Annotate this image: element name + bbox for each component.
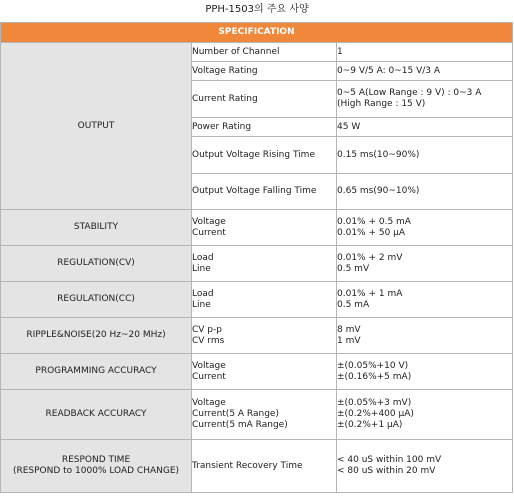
spec-header: SPECIFICATION — [1, 23, 513, 43]
param-line: Line — [192, 299, 211, 310]
table-row — [1, 354, 513, 390]
value-cell — [337, 318, 513, 354]
param-line: Current(5 A Range) — [192, 409, 279, 419]
param-cell — [192, 210, 337, 246]
table-row — [1, 210, 513, 246]
category-readback-accuracy: READBACK ACCURACY — [1, 390, 192, 440]
table-row — [1, 282, 513, 318]
value-line: < 80 uS within 20 mV — [337, 466, 436, 476]
value-cell: 0.15 ms(10~90%) — [337, 137, 513, 174]
value-line: 0.01% + 1 mA — [337, 288, 403, 299]
value-line: 0.01% + 2 mV — [337, 252, 403, 263]
value-line: < 40 uS within 100 mV — [337, 455, 442, 465]
value-line: ±(0.2%+1 μA) — [337, 420, 403, 430]
value-line: 0~5 A(Low Range : 9 V) : 0~3 A — [337, 88, 482, 98]
spec-table — [0, 22, 513, 493]
table-row — [1, 246, 513, 282]
param-line: Voltage — [192, 398, 226, 408]
param-line: CV p-p — [192, 324, 222, 335]
param-line: Voltage — [192, 360, 226, 371]
param-line: CV rms — [192, 335, 225, 346]
table-row — [1, 43, 513, 62]
param-cell — [192, 318, 337, 354]
param-line: Current — [192, 371, 226, 382]
value-line: ±(0.2%+400 μA) — [337, 409, 414, 419]
value-line: 0.5 mV — [337, 263, 370, 274]
param-cell: Voltage Rating — [192, 62, 337, 81]
param-cell — [192, 246, 337, 282]
category-output: OUTPUT — [1, 43, 192, 210]
value-cell — [337, 282, 513, 318]
value-cell — [337, 246, 513, 282]
document-title: PPH-1503의 주요 사양 — [205, 4, 309, 15]
value-cell: 45 W — [337, 118, 513, 137]
category-stability: STABILITY — [1, 210, 192, 246]
value-line: ±(0.05%+10 V) — [337, 360, 409, 371]
param-cell: Current Rating — [192, 81, 337, 118]
value-cell: 0.65 ms(90~10%) — [337, 174, 513, 210]
value-line: 0.01% + 0.5 mA — [337, 216, 411, 227]
category-programming-accuracy: PROGRAMMING ACCURACY — [1, 354, 192, 390]
category-respond-time — [1, 440, 192, 493]
value-line: ±(0.05%+3 mV) — [337, 398, 412, 408]
category-line: (RESPOND to 1000% LOAD CHANGE) — [12, 466, 180, 476]
category-line: RESPOND TIME — [61, 455, 131, 465]
value-cell: 1 — [337, 43, 513, 62]
param-cell: Transient Recovery Time — [192, 440, 337, 493]
param-line: Load — [192, 252, 214, 263]
category-regulation-cv: REGULATION(CV) — [1, 246, 192, 282]
category-regulation-cc: REGULATION(CC) — [1, 282, 192, 318]
value-cell — [337, 81, 513, 118]
value-cell: 0~9 V/5 A: 0~15 V/3 A — [337, 62, 513, 81]
value-line: 8 mV — [337, 324, 361, 335]
value-cell — [337, 440, 513, 493]
value-line: 0.5 mA — [337, 299, 370, 310]
spec-header-row — [1, 23, 513, 43]
param-cell — [192, 390, 337, 440]
value-cell — [337, 210, 513, 246]
param-cell: Power Rating — [192, 118, 337, 137]
param-line: Voltage — [192, 216, 226, 227]
param-cell — [192, 282, 337, 318]
param-cell: Output Voltage Falling Time — [192, 174, 337, 210]
value-line: 1 mV — [337, 335, 361, 346]
param-line: Current(5 mA Range) — [192, 420, 288, 430]
param-line: Load — [192, 288, 214, 299]
value-cell — [337, 354, 513, 390]
value-line: (High Range : 15 V) — [337, 99, 426, 109]
category-ripple-noise: RIPPLE&NOISE(20 Hz~20 MHz) — [1, 318, 192, 354]
value-line: ±(0.16%+5 mA) — [337, 371, 412, 382]
param-cell — [192, 354, 337, 390]
value-cell — [337, 390, 513, 440]
table-row — [1, 390, 513, 440]
param-line: Line — [192, 263, 211, 274]
param-cell: Number of Channel — [192, 43, 337, 62]
table-row — [1, 318, 513, 354]
param-line: Current — [192, 227, 226, 238]
value-line: 0.01% + 50 μA — [337, 227, 406, 238]
param-cell: Output Voltage Rising Time — [192, 137, 337, 174]
table-row — [1, 440, 513, 493]
